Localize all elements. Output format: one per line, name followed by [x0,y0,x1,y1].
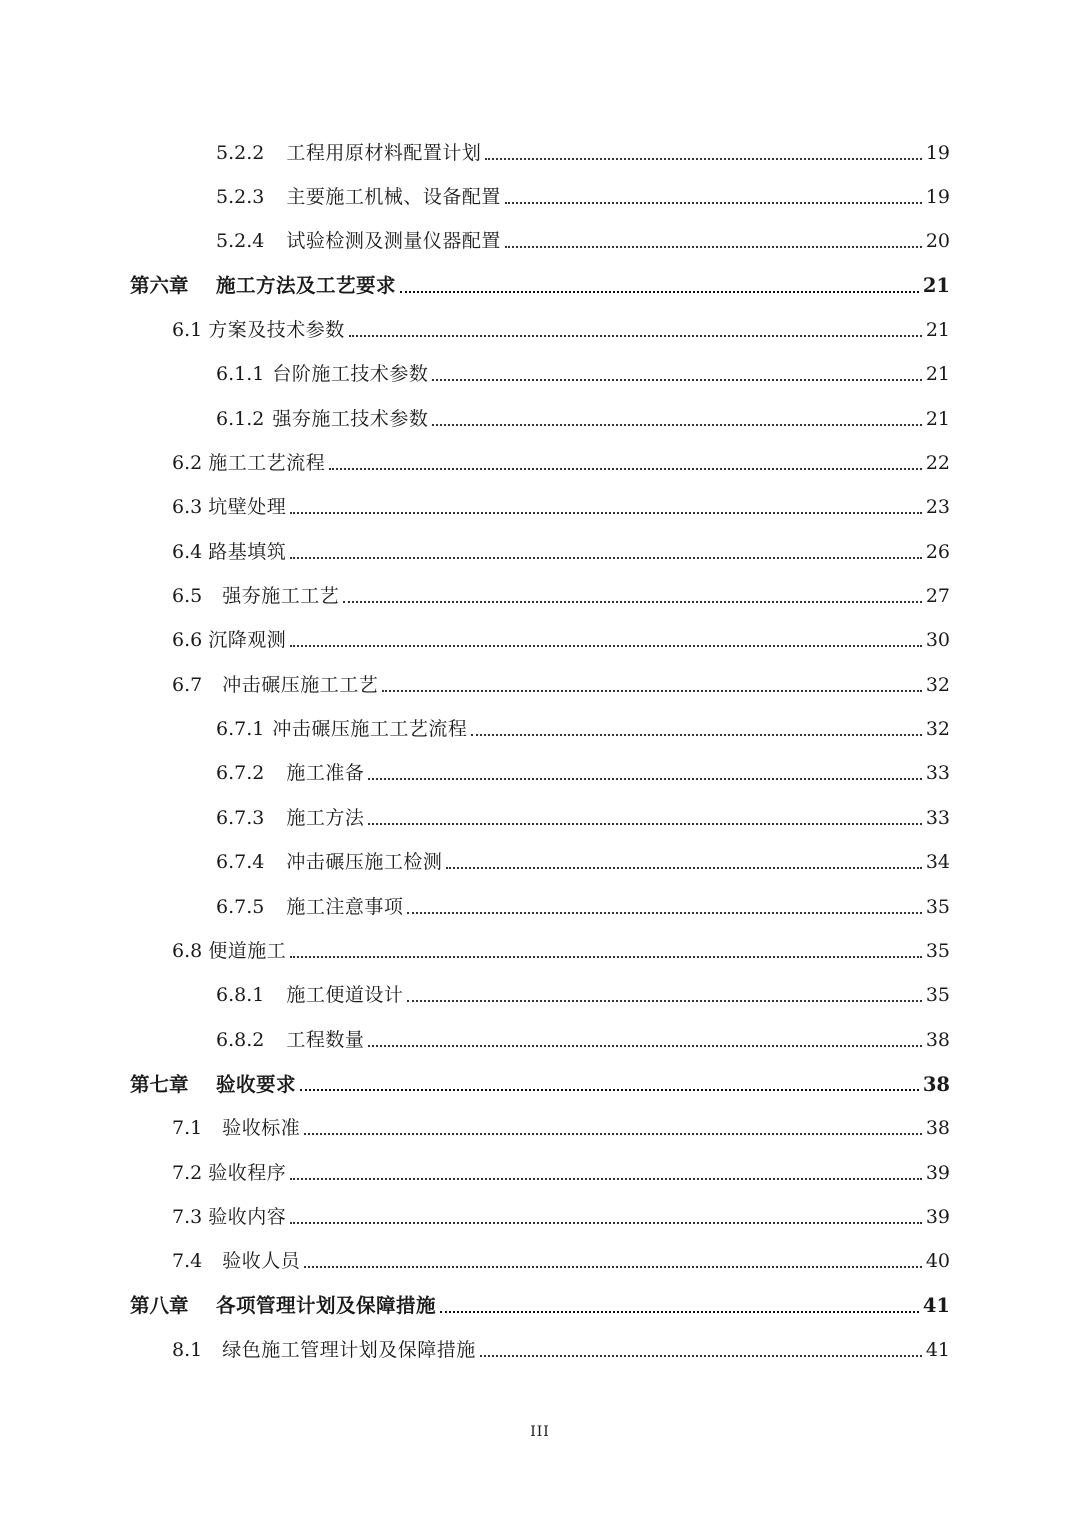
toc-entry-title: 坑壁处理 [208,496,287,519]
toc-dot-leader [290,1221,922,1224]
toc-dot-leader [471,733,921,736]
toc-entry[interactable] [0,1284,1080,1328]
toc-dot-leader [329,467,922,470]
toc-dot-leader [505,245,922,248]
toc-entry-number: 第八章 [130,1294,189,1318]
toc-entry[interactable] [0,353,1080,397]
toc-entry-title: 便道施工 [208,939,287,962]
toc-entry[interactable] [0,663,1080,707]
toc-dot-leader [407,911,921,914]
toc-entry-number: 7.4 [172,1250,203,1273]
toc-entry[interactable] [0,974,1080,1018]
toc-entry-title: 验收要求 [216,1072,297,1096]
toc-dot-leader [368,822,921,825]
toc-entry[interactable] [0,619,1080,663]
toc-entry-number: 6.1.2 [216,407,265,430]
toc-dot-leader [505,201,922,204]
toc-entry[interactable] [0,885,1080,929]
toc-entry-number: 6.7.3 [216,806,265,829]
toc-entry-title: 冲击碾压施工检测 [286,851,443,874]
toc-entry-page: 39 [925,1205,950,1228]
toc-entry-number: 8.1 [172,1338,203,1361]
toc-entry-page: 35 [925,939,950,962]
toc-entry[interactable] [0,175,1080,219]
toc-entry-page: 21 [925,319,950,342]
toc-entry-title: 施工便道设计 [286,984,404,1007]
toc-entry[interactable] [0,1018,1080,1062]
toc-entry[interactable] [0,752,1080,796]
toc-entry-page: 19 [925,141,950,164]
toc-dot-leader [290,644,922,647]
toc-entry-title: 验收人员 [222,1250,301,1273]
toc-entry-number: 5.2.4 [216,230,265,253]
toc-dot-leader [290,1177,922,1180]
toc-dot-leader [382,689,922,692]
toc-entry-title: 路基填筑 [208,540,287,563]
toc-entry-title: 主要施工机械、设备配置 [286,186,501,209]
toc-dot-leader [300,1088,919,1091]
toc-entry-page: 30 [925,629,950,652]
toc-entry-page: 33 [925,806,950,829]
toc-entry-title: 验收标准 [222,1117,301,1140]
toc-entry[interactable] [0,1151,1080,1195]
toc-entry-page: 32 [925,673,950,696]
toc-entry-number: 6.1 [172,319,203,342]
toc-entry[interactable] [0,264,1080,308]
toc-entry-title: 各项管理计划及保障措施 [216,1294,437,1318]
toc-entry[interactable] [0,530,1080,574]
toc-entry-title: 施工方法及工艺要求 [216,274,397,298]
toc-entry-page: 22 [925,452,950,475]
toc-entry-page: 26 [925,540,950,563]
toc-entry-page: 38 [925,1117,950,1140]
toc-entry-number: 6.4 [172,540,203,563]
toc-entry-number: 第七章 [130,1072,189,1096]
toc-entry-page: 41 [922,1294,950,1318]
toc-dot-leader [343,600,922,603]
toc-entry-number: 6.2 [172,452,203,475]
toc-entry[interactable] [0,220,1080,264]
toc-entry-title: 工程用原材料配置计划 [286,141,482,164]
toc-entry-title: 施工准备 [286,762,365,785]
toc-entry-page: 41 [925,1338,950,1361]
toc-entry-title: 强夯施工工艺 [222,585,340,608]
toc-entry-page: 39 [925,1161,950,1184]
toc-entry-page: 40 [925,1250,950,1273]
toc-dot-leader [480,1354,922,1357]
toc-entry[interactable] [0,486,1080,530]
toc-entry-number: 6.3 [172,496,203,519]
toc-entry[interactable] [0,841,1080,885]
toc-entry[interactable] [0,441,1080,485]
toc-entry-page: 21 [925,407,950,430]
page-number: III [530,1424,550,1440]
toc-dot-leader [368,777,921,780]
toc-entry-page: 20 [925,230,950,253]
toc-dot-leader [400,290,919,293]
toc-entry[interactable] [0,1240,1080,1284]
toc-entry[interactable] [0,707,1080,751]
toc-entry-number: 5.2.3 [216,186,265,209]
toc-entry-page: 35 [925,984,950,1007]
toc-entry-title: 冲击碾压施工工艺流程 [272,718,468,741]
toc-dot-leader [432,423,921,426]
toc-entry-title: 方案及技术参数 [208,319,345,342]
toc-entry-number: 7.1 [172,1117,203,1140]
toc-entry-number: 6.7.1 [216,718,265,741]
toc-dot-leader [304,1265,922,1268]
toc-entry-page: 33 [925,762,950,785]
toc-entry-title: 沉降观测 [208,629,287,652]
toc-entry-number: 6.5 [172,585,203,608]
toc-dot-leader [290,556,922,559]
toc-entry[interactable] [0,574,1080,618]
toc-entry-number: 5.2.2 [216,141,265,164]
toc-entry-number: 6.7 [172,673,203,696]
toc-entry[interactable] [0,1328,1080,1372]
toc-entry-number: 6.8 [172,939,203,962]
toc-entry-page: 23 [925,496,950,519]
toc-entry-title: 绿色施工管理计划及保障措施 [222,1338,476,1361]
toc-entry-title: 验收程序 [208,1161,287,1184]
toc-entry-title: 施工工艺流程 [208,452,326,475]
toc-entry-page: 38 [925,1028,950,1051]
toc-entry-page: 35 [925,895,950,918]
toc-entry-title: 验收内容 [208,1205,287,1228]
toc-dot-leader [407,999,921,1002]
toc-entry-page: 21 [925,363,950,386]
toc-entry-number: 6.8.2 [216,1028,265,1051]
toc-dot-leader [440,1310,919,1313]
toc-entry-number: 6.6 [172,629,203,652]
toc-entry[interactable] [0,308,1080,352]
toc-entry-title: 施工注意事项 [286,895,404,918]
toc-dot-leader [432,378,921,381]
toc-dot-leader [290,511,922,514]
toc-entry-number: 6.7.5 [216,895,265,918]
toc-entry-page: 27 [925,585,950,608]
toc-entry[interactable] [0,397,1080,441]
toc-dot-leader [304,1132,922,1135]
toc-entry-title: 施工方法 [286,806,365,829]
toc-dot-leader [290,955,922,958]
toc-dot-leader [368,1044,921,1047]
toc-entry-title: 试验检测及测量仪器配置 [286,230,501,253]
toc-entry-title: 强夯施工技术参数 [272,407,429,430]
toc-entry-page: 19 [925,186,950,209]
toc-entry-title: 冲击碾压施工工艺 [222,673,379,696]
toc-dot-leader [349,334,922,337]
toc-entry[interactable] [0,131,1080,175]
toc-dot-leader [485,157,921,160]
toc-entry-page: 34 [925,851,950,874]
table-of-contents [0,131,1080,1373]
toc-entry-title: 台阶施工技术参数 [272,363,429,386]
toc-entry-page: 32 [925,718,950,741]
toc-entry[interactable] [0,796,1080,840]
toc-dot-leader [446,866,921,869]
toc-entry-number: 6.1.1 [216,363,265,386]
toc-entry[interactable] [0,1195,1080,1239]
toc-entry-page: 21 [922,274,950,298]
toc-entry-number: 第六章 [130,274,189,298]
toc-entry-title: 工程数量 [286,1028,365,1051]
toc-entry-number: 7.3 [172,1205,203,1228]
toc-entry[interactable] [0,929,1080,973]
toc-entry-number: 6.7.4 [216,851,265,874]
toc-entry[interactable] [0,1107,1080,1151]
toc-entry-number: 7.2 [172,1161,203,1184]
toc-entry-number: 6.8.1 [216,984,265,1007]
toc-entry[interactable] [0,1062,1080,1106]
toc-entry-page: 38 [922,1072,950,1096]
toc-entry-number: 6.7.2 [216,762,265,785]
